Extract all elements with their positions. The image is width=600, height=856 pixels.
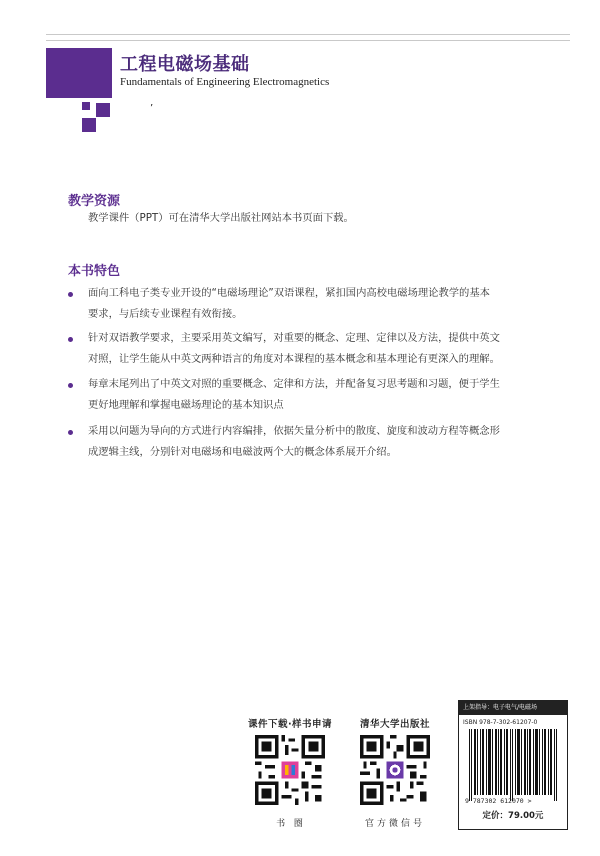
qr-label-publisher: 清华大学出版社: [359, 719, 430, 730]
barcode-digits: 9 787302 612070 >: [465, 797, 532, 805]
stray-mark: ’: [150, 103, 154, 114]
bullet-1: [68, 292, 73, 297]
feature-4-line-2: 成逻辑主线，分别针对电磁场和电磁波两个大的概念体系展开介绍。: [88, 446, 397, 458]
qr-code-publisher[interactable]: [360, 735, 430, 805]
feature-1-line-1: 面向工科电子类专业开设的“电磁场理论”双语课程，紧扣国内高校电磁场理论教学的基本: [88, 287, 490, 299]
shelving-category: 上架指导：电子电气/电磁场: [459, 701, 567, 715]
feature-1-line-2: 要求，与后续专业课程有效衔接。: [88, 308, 243, 320]
feature-3-line-2: 更好地理解和掌握电磁场理论的基本知识点: [88, 399, 284, 411]
bullet-2: [68, 337, 73, 342]
decor-square-small-1: [82, 102, 90, 110]
barcode-box: [458, 700, 568, 830]
book-title-en: Fundamentals of Engineering Electromagnetics: [120, 76, 330, 88]
barcode-bars: [469, 729, 557, 801]
bullet-3: [68, 383, 73, 388]
feature-2-line-2: 对照，让学生能从中英文两种语言的角度对本课程的基本概念和基本理论有更深入的理解。: [88, 353, 500, 365]
decor-square-medium: [96, 103, 110, 117]
feature-item-4: [88, 421, 558, 463]
feature-item-1: [88, 283, 558, 325]
bullet-4: [68, 430, 73, 435]
qr-label-courseware: 课件下载·样书申请: [247, 719, 333, 730]
feature-item-3: [88, 374, 558, 416]
book-title-cn: 工程电磁场基础: [120, 54, 250, 75]
feature-2-line-1: 针对双语教学要求，主要采用英文编写，对重要的概念、定理、定律以及方法，提供中英文: [88, 332, 500, 344]
qr-caption-official-wechat: 官方微信号: [364, 819, 425, 829]
feature-item-2: [88, 328, 558, 370]
price: 定价：79.00元: [482, 811, 544, 821]
feature-4-line-1: 采用以问题为导向的方式进行内容编排，依据矢量分析中的散度、旋度和波动方程等概念形: [88, 425, 500, 437]
top-rule-2: [46, 40, 570, 41]
resources-heading: 教学资源: [68, 194, 121, 209]
feature-3-line-1: 每章末尾列出了中英文对照的重要概念、定律和方法，并配备复习思考题和习题，便于学生: [88, 378, 500, 390]
decor-square-small-2: [82, 118, 96, 132]
decor-square-large: [46, 48, 112, 98]
features-heading: 本书特色: [68, 264, 121, 279]
qr-code-courseware[interactable]: [255, 735, 325, 805]
top-rule-1: [46, 34, 570, 35]
qr-caption-shuquan: 书 圈: [276, 819, 306, 829]
resources-text: 教学课件（PPT）可在清华大学出版社网站本书页面下载。: [88, 212, 354, 224]
isbn-text: ISBN 978-7-302-61207-0: [463, 719, 538, 726]
